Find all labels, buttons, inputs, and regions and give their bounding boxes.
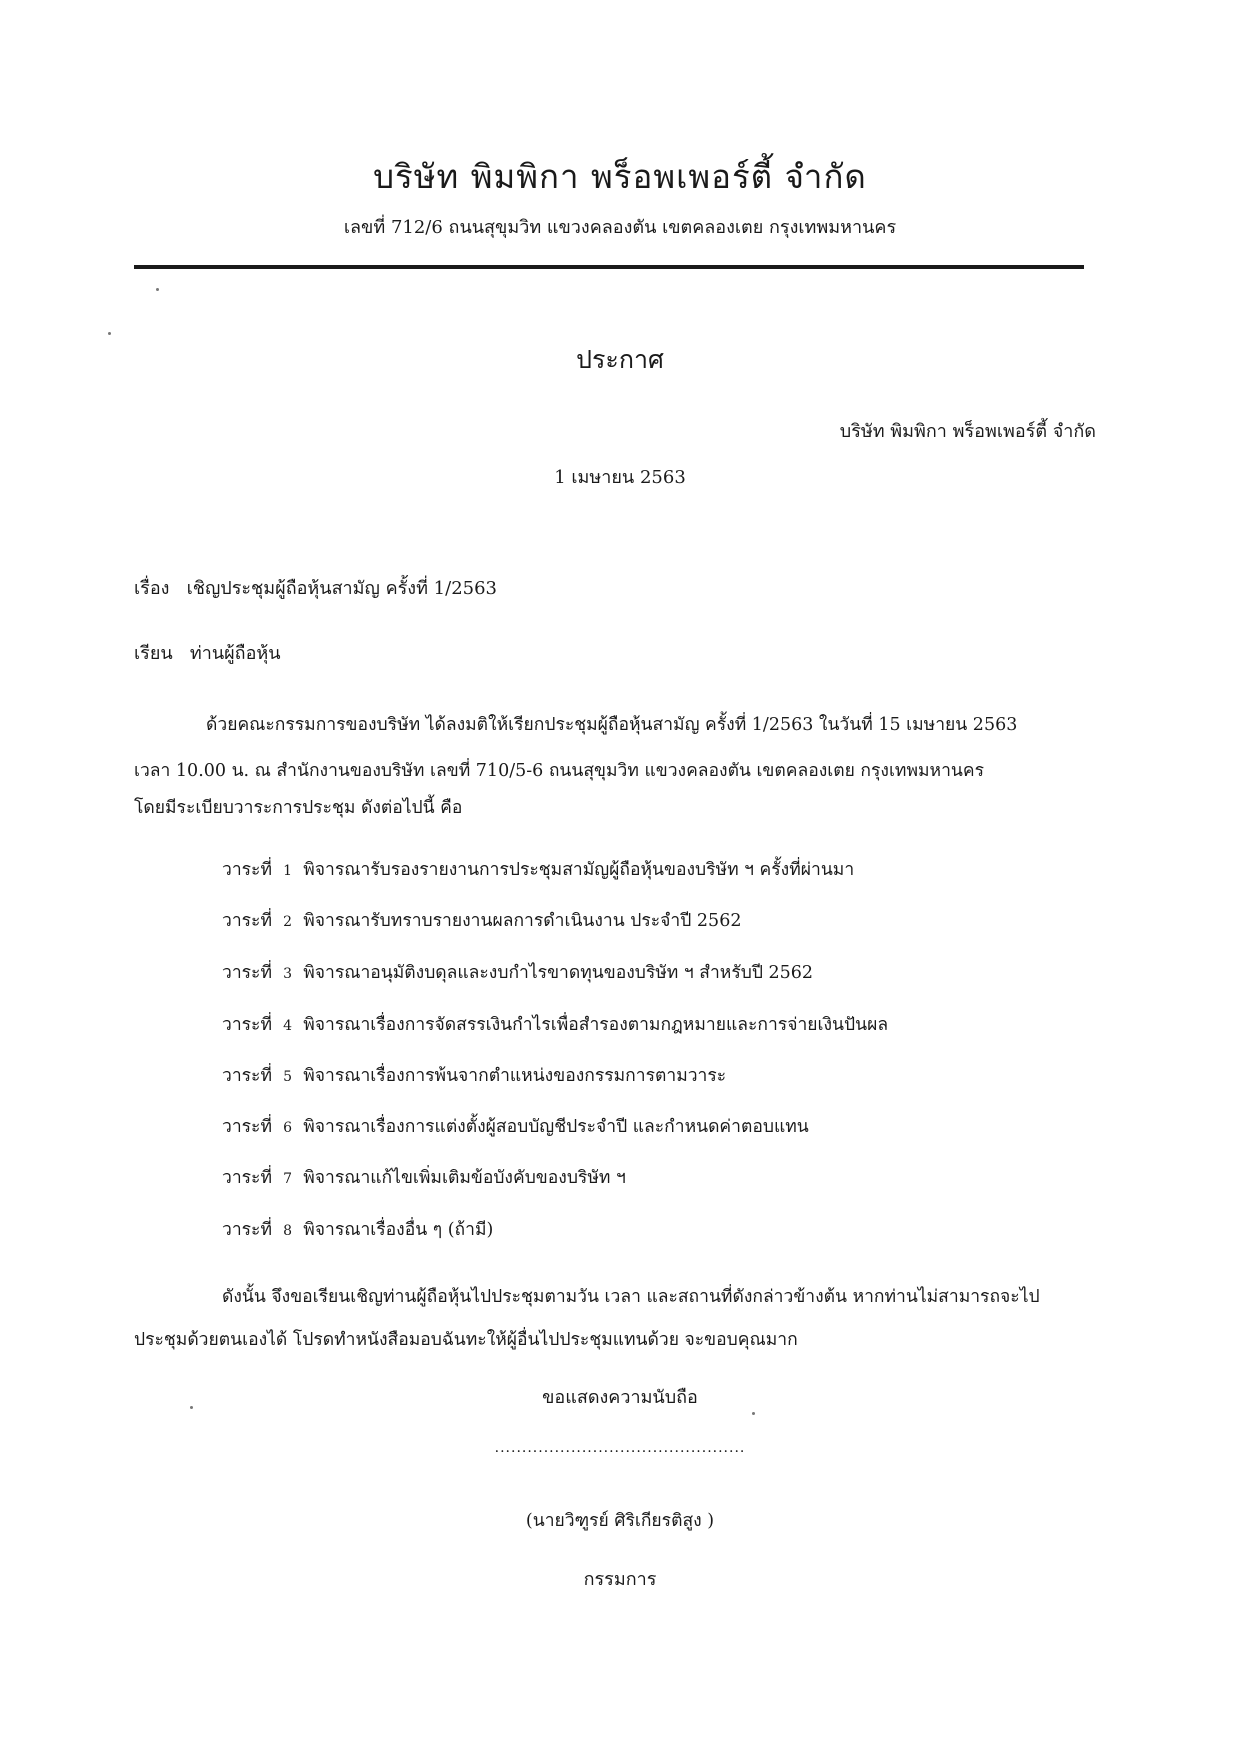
- announcement-title: ประกาศ: [576, 345, 664, 374]
- agenda-label: วาระที่: [222, 963, 272, 983]
- subject-label: เรื่อง: [134, 578, 170, 599]
- agenda-item: [222, 1215, 493, 1243]
- scan-speck: [108, 332, 111, 335]
- agenda-number: 7: [283, 1171, 293, 1187]
- agenda-text: พิจารณารับรองรายงานการประชุมสามัญผู้ถือหุ้นของบริษัท ฯ ครั้งที่ผ่านมา: [303, 860, 855, 880]
- salutation-label: เรียน: [134, 643, 173, 664]
- agenda-item: [222, 958, 813, 986]
- intro-paragraph-line: ด้วยคณะกรรมการของบริษัท ได้ลงมติให้เรียกประชุมผู้ถือหุ้นสามัญ ครั้งที่ 1/2563 ในวันที่ 15 เมษายน 2563: [206, 715, 1018, 735]
- agenda-item: [222, 1010, 888, 1038]
- salutation-line: [134, 638, 281, 667]
- agenda-item: [222, 1112, 809, 1140]
- company-name: บริษัท พิมพิกา พร็อพเพอร์ตี้ จำกัด: [373, 157, 867, 196]
- agenda-label: วาระที่: [222, 1168, 272, 1188]
- agenda-text: พิจารณาแก้ไขเพิ่มเติมข้อบังคับของบริษัท ฯ: [303, 1168, 626, 1188]
- company-address: เลขที่ 712/6 ถนนสุขุมวิท แขวงคลองตัน เขตคลองเตย กรุงเทพมหานคร: [343, 217, 897, 238]
- agenda-text: พิจารณาเรื่องการจัดสรรเงินกำไรเพื่อสำรองตามกฎหมายและการจ่ายเงินปันผล: [303, 1015, 889, 1035]
- announcement-issuer: บริษัท พิมพิกา พร็อพเพอร์ตี้ จำกัด: [839, 421, 1096, 442]
- agenda-text: พิจารณาเรื่องการพ้นจากตำแหน่งของกรรมการตามวาระ: [303, 1066, 727, 1086]
- agenda-number: 5: [283, 1069, 293, 1085]
- signature-line: ..............................................: [494, 1440, 746, 1456]
- agenda-item: [222, 855, 854, 883]
- agenda-number: 6: [283, 1120, 293, 1136]
- closing-paragraph-line: ประชุมด้วยตนเองได้ โปรดทำหนังสือมอบฉันทะให้ผู้อื่นไปประชุมแทนด้วย จะขอบคุณมาก: [134, 1330, 798, 1350]
- signer-name: (นายวิฑูรย์ ศิริเกียรติสูง ): [525, 1511, 715, 1531]
- agenda-text: พิจารณารับทราบรายงานผลการดำเนินงาน ประจำปี 2562: [303, 911, 742, 931]
- scan-speck: [156, 288, 159, 291]
- scan-speck: [190, 1406, 193, 1409]
- agenda-number: 8: [283, 1223, 293, 1239]
- agenda-label: วาระที่: [222, 1066, 272, 1086]
- agenda-label: วาระที่: [222, 860, 272, 880]
- closing-paragraph-line: ดังนั้น จึงขอเรียนเชิญท่านผู้ถือหุ้นไปประชุมตามวัน เวลา และสถานที่ดังกล่าวข้างต้น หากท่านไม่สามารถจะไป: [222, 1287, 1040, 1307]
- intro-paragraph-line: เวลา 10.00 น. ณ สำนักงานของบริษัท เลขที่ 710/5-6 ถนนสุขุมวิท แขวงคลองตัน เขตคลองเตย กรุงเทพมหานคร: [134, 761, 984, 781]
- subject-line: [134, 573, 497, 602]
- agenda-text: พิจารณาเรื่องอื่น ๆ (ถ้ามี): [303, 1220, 494, 1240]
- agenda-label: วาระที่: [222, 1117, 272, 1137]
- agenda-item: [222, 1163, 626, 1191]
- agenda-item: [222, 906, 741, 934]
- subject-text: เชิญประชุมผู้ถือหุ้นสามัญ ครั้งที่ 1/2563: [186, 578, 497, 599]
- agenda-label: วาระที่: [222, 1015, 272, 1035]
- agenda-number: 4: [283, 1018, 293, 1034]
- intro-paragraph-line: โดยมีระเบียบวาระการประชุม ดังต่อไปนี้ คือ: [134, 798, 463, 818]
- salutation-text: ท่านผู้ถือหุ้น: [189, 643, 281, 664]
- scan-speck: [752, 1412, 755, 1415]
- signer-position: กรรมการ: [583, 1569, 657, 1590]
- agenda-label: วาระที่: [222, 911, 272, 931]
- agenda-number: 1: [283, 863, 293, 879]
- agenda-label: วาระที่: [222, 1220, 272, 1240]
- agenda-text: พิจารณาอนุมัติงบดุลและงบกำไรขาดทุนของบริษัท ฯ สำหรับปี 2562: [303, 963, 814, 983]
- announcement-date: 1 เมษายน 2563: [554, 467, 686, 488]
- agenda-number: 3: [283, 966, 293, 982]
- agenda-text: พิจารณาเรื่องการแต่งตั้งผู้สอบบัญชีประจำปี และกำหนดค่าตอบแทน: [303, 1117, 809, 1137]
- agenda-number: 2: [283, 914, 293, 930]
- agenda-item: [222, 1061, 726, 1089]
- closing-phrase: ขอแสดงความนับถือ: [542, 1387, 698, 1408]
- header-divider: [134, 265, 1084, 269]
